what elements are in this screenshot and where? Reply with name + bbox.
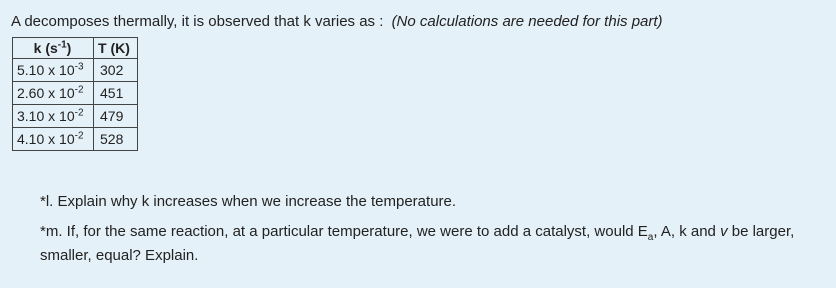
table-row <box>13 59 138 82</box>
question-m: *m. If, for the same reaction, at a particular temperature, we were to add a catalyst, would $E_a$, A, k and v be larger, smaller, equal? Explain. <box>40 223 795 264</box>
k-cell: 2.60 x $10^{-2}$ <box>13 82 94 105</box>
column-header-k: k $(s^{-1})$ <box>13 38 94 59</box>
k-cell: 5.10 x $10^{-3}$ <box>13 59 94 82</box>
table-row <box>13 105 138 128</box>
table-row <box>13 128 138 151</box>
table-row <box>13 82 138 105</box>
rate-temperature-table <box>12 37 138 151</box>
intro-text: A decomposes thermally, it is observed that k varies as : <box>11 13 388 30</box>
intro-note: (No calculations are needed for this part) <box>391 13 663 30</box>
t-cell: 528 <box>94 128 138 151</box>
column-header-t: T (K) <box>94 38 138 59</box>
k-cell: 3.10 x $10^{-2}$ <box>13 105 94 128</box>
t-cell: 451 <box>94 82 138 105</box>
t-cell: 479 <box>94 105 138 128</box>
k-cell: 4.10 x $10^{-2}$ <box>13 128 94 151</box>
question-l: *l. Explain why k increases when we increase the temperature. <box>40 193 457 210</box>
t-cell: 302 <box>94 59 138 82</box>
table-header-row <box>13 38 138 59</box>
intro-line <box>11 12 663 32</box>
